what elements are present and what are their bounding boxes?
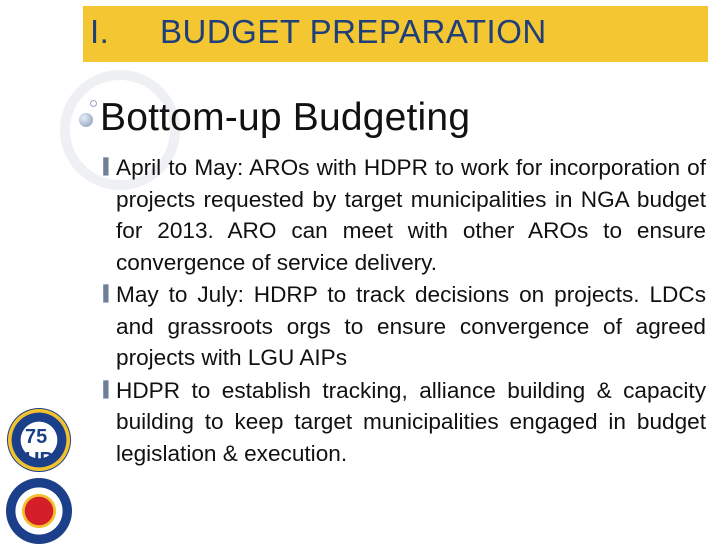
bullet-list <box>96 152 706 470</box>
list-item-text: April to May: AROs with HDPR to work for incorporation of projects requested by target municipalities in NGA budget for 2013. ARO can meet with other AROs to ensure convergence of service delivery. <box>116 155 706 275</box>
bar-chart-bullet-icon: ▐ <box>98 380 109 398</box>
list-item <box>96 279 706 374</box>
round-bullet-icon <box>79 113 93 127</box>
slide-title: BUDGET PREPARATION <box>160 13 547 50</box>
organization-seal-logo <box>6 478 72 544</box>
title-number: I. <box>90 13 110 50</box>
list-item-text: HDPR to establish tracking, alliance building & capacity building to keep target municipalities engaged in budget legislation & execution. <box>116 377 706 466</box>
list-item-text: May to July: HDRP to track decisions on projects. LDCs and grassroots orgs to ensure convergence of agreed projects with LGU AIPs <box>116 282 706 370</box>
bar-chart-bullet-icon: ▐ <box>98 285 109 302</box>
bar-chart-bullet-icon: ▐ <box>98 158 109 175</box>
list-item <box>96 152 706 278</box>
list-item <box>96 375 706 470</box>
section-heading: Bottom-up Budgeting <box>100 96 471 139</box>
anniversary-seal-logo <box>7 408 71 472</box>
small-ring-icon <box>90 100 97 107</box>
logo-text: 75 UP <box>25 426 53 471</box>
